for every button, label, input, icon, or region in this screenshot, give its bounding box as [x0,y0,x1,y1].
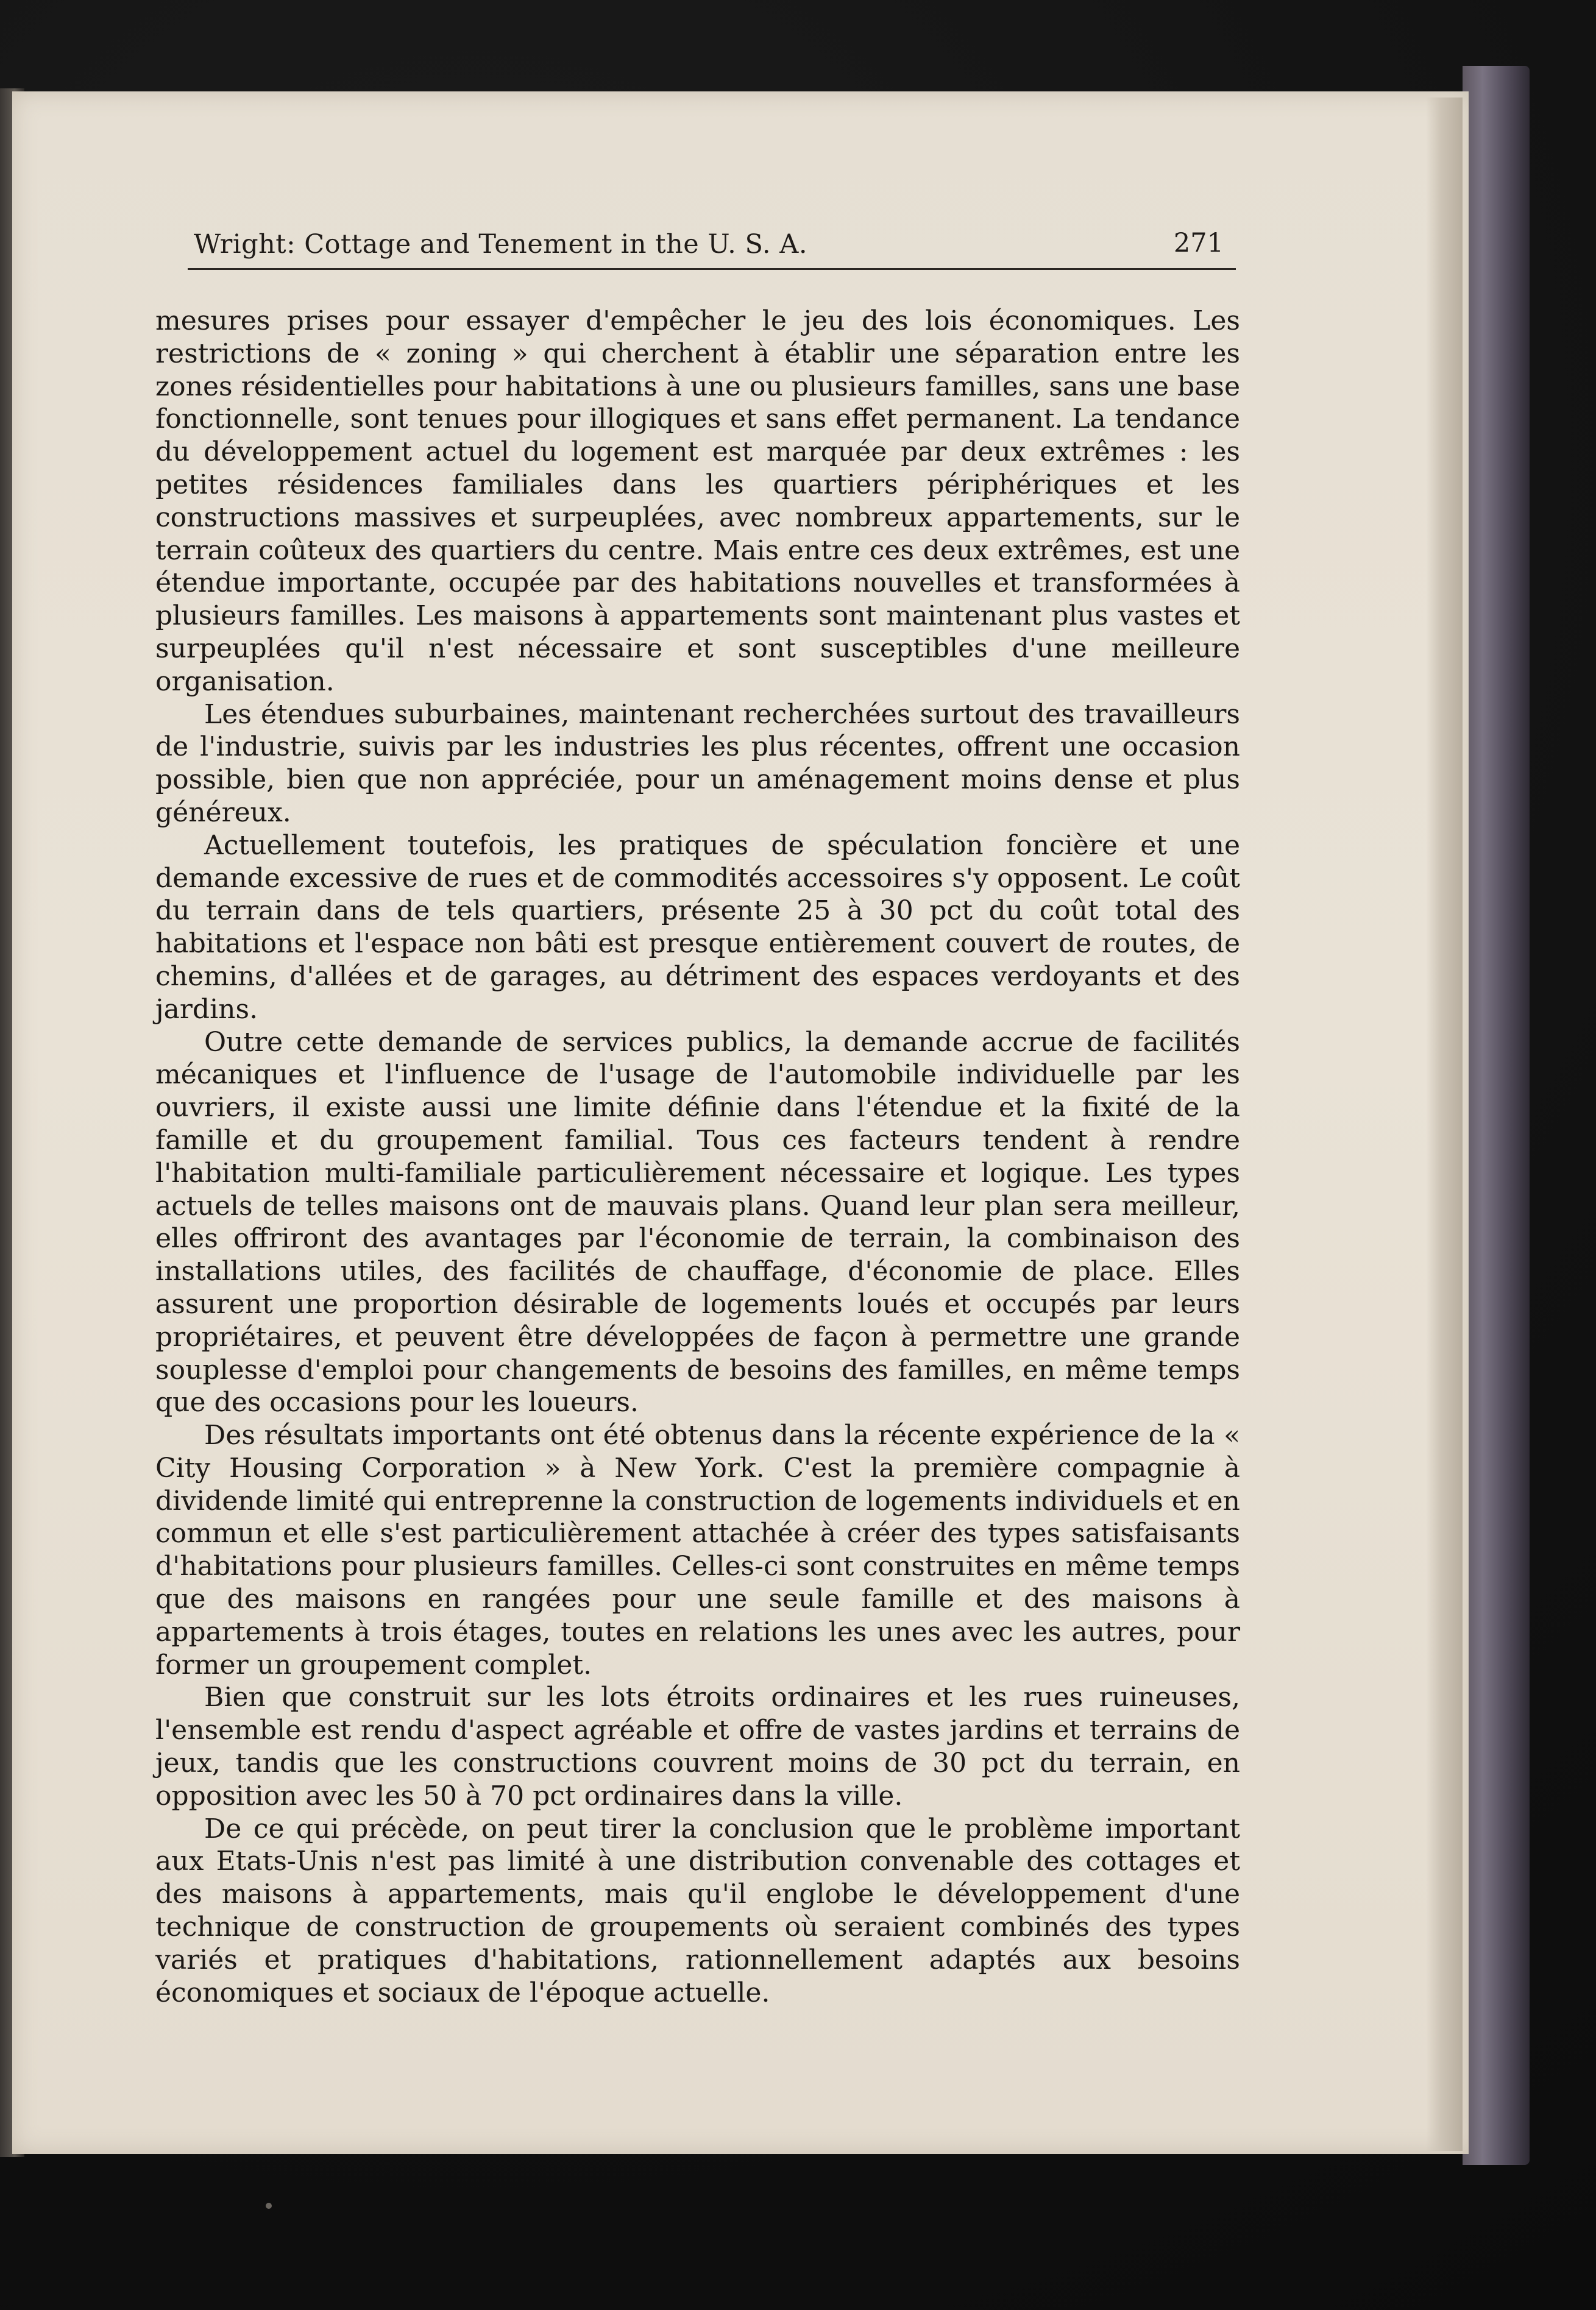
paragraph-3: Actuellement toutefois, les pratiques de spéculation foncière et une demande excessive de rues et de commodités accessoires s'y opposent. Le coût du terrain dans de tels quartiers, présente 25 à 30 pct du coût total des habitations et l'espace non bâti est presque entièrement couvert de routes, de chemins, d'allées et de garages, au détriment des espaces verdoyants et des jardins. [155,829,1240,1025]
paragraph-4: Outre cette demande de services publics, la demande accrue de facilités mécaniques et l'influence de l'usage de l'automobile individuelle par les ouvriers, il existe aussi une limite définie dans l'étendue et la fixité de la famille et du groupement familial. Tous ces facteurs tendent à rendre l'habitation multi-familiale particulièrement nécessaire et logique. Les types actuels de telles maisons ont de mauvais plans. Quand leur plan sera meilleur, elles offriront des avantages par l'économie de terrain, la combinaison des installations utiles, des facilités de chauffage, d'économie de place. Elles assurent une proportion désirable de logements loués et occupés par leurs propriétaires, et peuvent être développées de façon à permettre une grande souplesse d'emploi pour changements de besoins des familles, en même temps que des occasions pour les loueurs. [155,1026,1240,1419]
body-text [155,305,1240,2009]
page-edge-shadow [1426,97,1463,2151]
paragraph-2: Les étendues suburbaines, maintenant recherchées surtout des travailleurs de l'industrie, suivis par les industries les plus récentes, offrent une occasion possible, bien que non appréciée, pour un aménagement moins dense et plus généreux. [155,698,1240,828]
paragraph-5: Des résultats importants ont été obtenus dans la récente expérience de la « City Housing Corporation » à New York. C'est la première compagnie à dividende limité qui entreprenne la construction de logements individuels et en commun et elle s'est particulièrement attachée à créer des types satisfaisants d'habitations pour plusieurs familles. Celles-ci sont construites en même temps que des maisons en rangées pour une seule famille et des maisons à appartements à trois étages, toutes en relations les unes avec les autres, pour former un groupement complet. [155,1420,1240,1681]
running-title: Wright: Cottage and Tenement in the U. S. A. [194,229,807,260]
paragraph-6: Bien que construit sur les lots étroits ordinaires et les rues ruineuses, l'ensemble est rendu d'aspect agréable et offre de vastes jardins et terrains de jeux, tandis que les constructions couvrent moins de 30 pct du terrain, en opposition avec les 50 à 70 pct ordinaires dans la ville. [155,1682,1240,1812]
page-number: 271 [1173,228,1224,258]
running-header [188,225,1236,270]
paragraph-1: mesures prises pour essayer d'empêcher le jeu des lois économiques. Les restrictions de « zoning » qui cherchent à établir une séparation entre les zones résidentielles pour habitations à une ou plusieurs familles, sans une base fonctionnelle, sont tenues pour illogiques et sans effet permanent. La tendance du développement actuel du logement est marquée par deux extrêmes : les petites résidences familiales dans les quartiers périphériques et les constructions massives et surpeuplées, avec nombreux appartements, sur le terrain coûteux des quartiers du centre. Mais entre ces deux extrêmes, est une étendue importante, occupée par des habitations nouvelles et transformées à plusieurs familles. Les maisons à appartements sont maintenant plus vastes et surpeuplées qu'il n'est nécessaire et sont susceptibles d'une meilleure organisation. [155,305,1240,697]
paragraph-7: De ce qui précède, on peut tirer la conclusion que le problème important aux Etats-Unis n'est pas limité à une distribution convenable des cottages et des maisons à appartements, mais qu'il englobe le développement d'une technique de construction de groupements où seraient combinés des types variés et pratiques d'habitations, rationnellement adaptés aux besoins économiques et sociaux de l'époque actuelle. [155,1813,1240,2008]
paper-speck [266,2203,272,2209]
book-cover-edge [1463,66,1530,2165]
